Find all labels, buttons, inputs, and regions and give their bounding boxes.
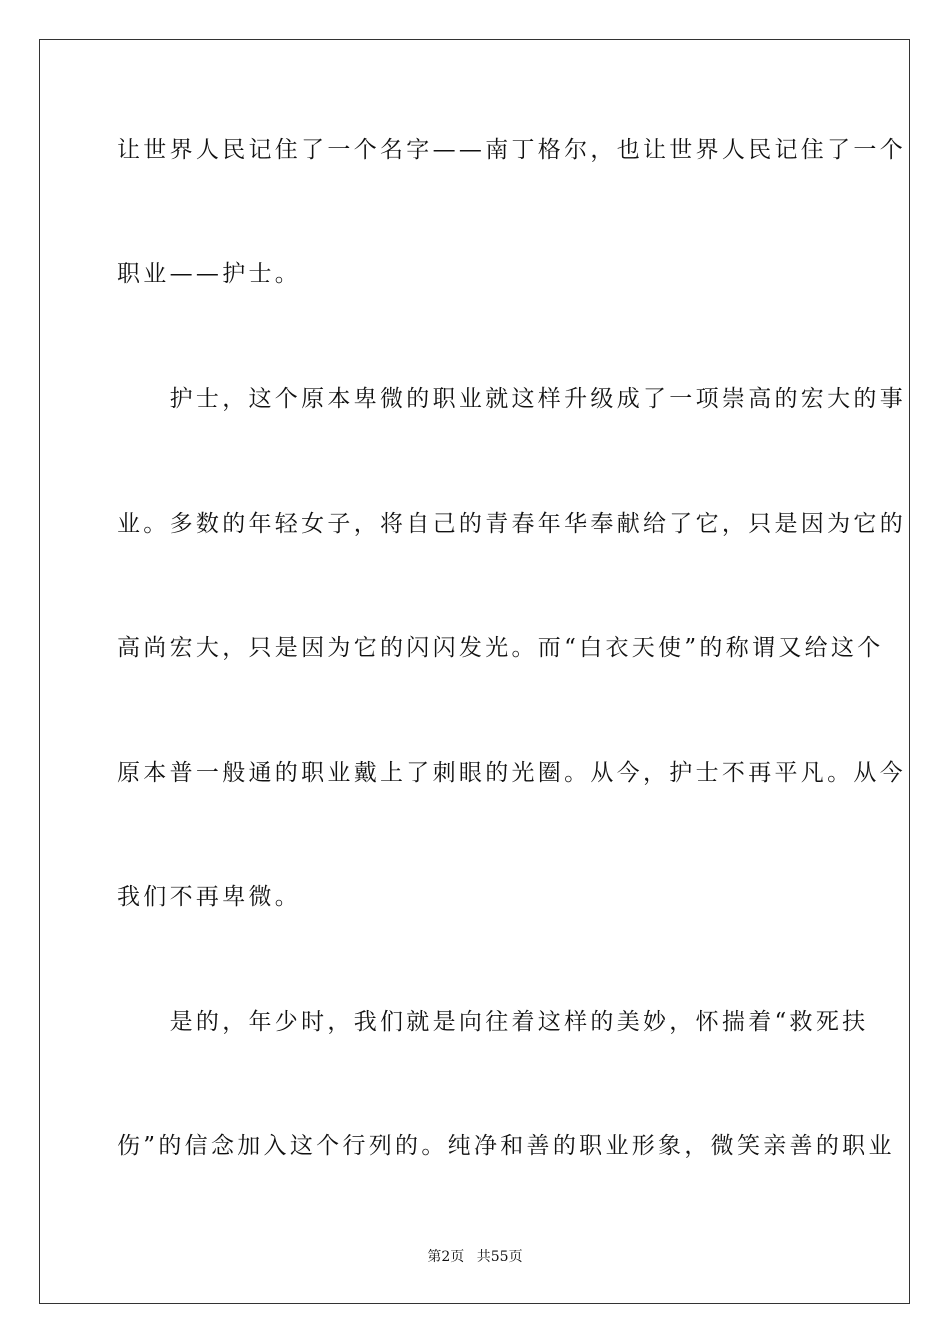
paragraph-line: 伤”的信念加入这个行列的。纯净和善的职业形象，微笑亲善的职业	[117, 1133, 895, 1159]
paragraph-line: 护士，这个原本卑微的职业就这样升级成了一项崇高的宏大的事	[117, 386, 906, 412]
page-number: 第2页	[427, 1249, 465, 1265]
page-total: 共55页	[476, 1249, 523, 1265]
page-border	[39, 39, 910, 1304]
paragraph-line: 业。多数的年轻女子，将自己的青春年华奉献给了它，只是因为它的	[117, 511, 906, 537]
paragraph-line: 原本普一般通的职业戴上了刺眼的光圈。从今，护士不再平凡。从今	[117, 760, 906, 786]
paragraph-line: 我们不再卑微。	[117, 884, 302, 910]
paragraph-line: 是的，年少时，我们就是向往着这样的美妙，怀揣着“救死扶	[117, 1009, 869, 1035]
page-footer	[0, 1248, 950, 1266]
paragraph-line: 让世界人民记住了一个名字——南丁格尔，也让世界人民记住了一个	[117, 137, 906, 163]
paragraph-line: 职业——护士。	[117, 261, 302, 287]
paragraph-line: 高尚宏大，只是因为它的闪闪发光。而“白衣天使”的称谓又给这个	[117, 635, 884, 661]
